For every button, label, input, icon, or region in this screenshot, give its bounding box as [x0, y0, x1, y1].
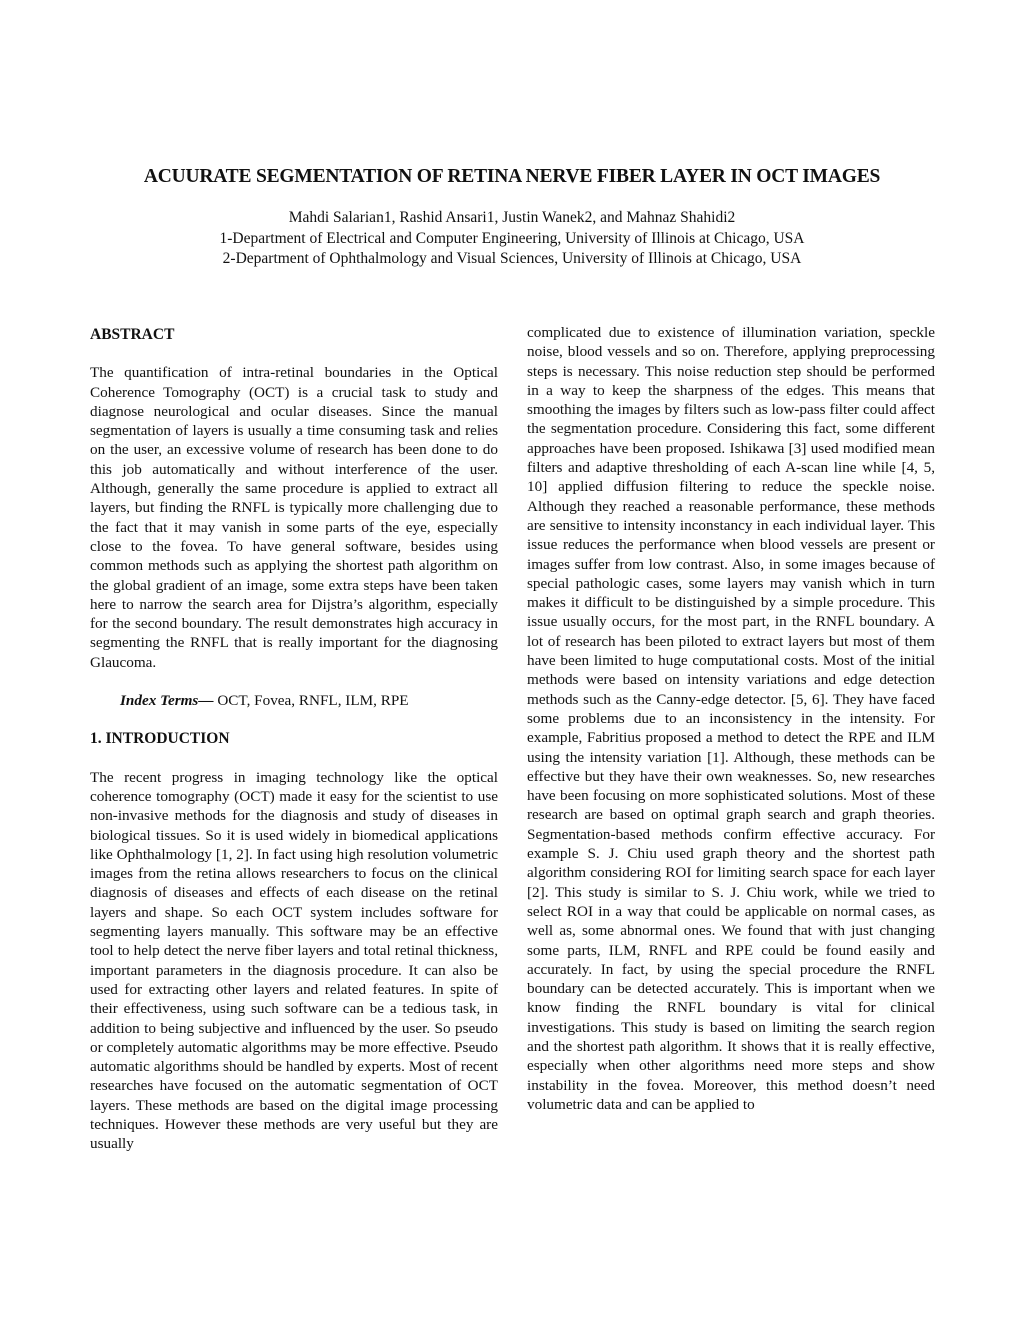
abstract-heading: ABSTRACT — [90, 326, 175, 343]
right-column — [527, 323, 935, 1114]
introduction-text-left: The recent progress in imaging technology like the optical coherence tomography (OCT) made it easy for the scientist to use non-invasive methods for the diagnosis and study of diseases in biological tissues. So it is used widely in biomedical applications like Ophthalmology [1, 2]. In fact using high resolution volumetric images from the retina allows researchers to focus on the clinical diagnosis of diseases and effects of each disease on the retinal layers and shape. So each OCT system includes software for segmenting layers manually. This software may be an effective tool to help detect the nerve fiber layers and total retinal thickness, important parameters in the diagnosis procedure. It can also be used for extracting other layers and related features. In spite of their effectiveness, using such software can be a tedious task, in addition to being subjective and influenced by the user. So pseudo or completely automatic algorithms may be more effective. Pseudo automatic algorithms should be handled by experts. Most of recent researches have focused on the automatic segmentation of OCT layers. These methods are based on the digital image processing techniques. However these methods are very useful but they are usually — [90, 768, 498, 1153]
paper-title: ACUURATE SEGMENTATION OF RETINA NERVE FIBER LAYER IN OCT IMAGES — [143, 166, 881, 187]
introduction-text-right: complicated due to existence of illumination variation, speckle noise, blood vessels and so on. Therefore, applying preprocessing steps is necessary. This noise reduction step should be performed in a way to keep the sharpness of the edges. This means that smoothing the images by filters such as low-pass filter could affect the segmentation procedure. Considering this fact, some different approaches have been proposed. Ishikawa [3] used modified mean filters and adaptive thresholding of each A-scan line while [4, 5, 10] applied diffusion filtering to reduce the speckle noise. Although they reached a reasonable performance, these methods are sensitive to intensity inconstancy in each individual layer. This issue reduces the performance when blood vessels are present or images suffer from low contrast. Also, in some images because of special pathologic cases, some layers may vanish which in turn makes it difficult to be distinguished by a simple procedure. This issue usually occurs, for the most part, in the RNFL boundary. A lot of research has been piloted to extract layers but most of them have been limited to huge computational costs. Most of the initial methods were based on intensity variations and edge detection methods such as the Canny-edge detector. [5, 6]. They have faced some problems due to an inconsistency in the intensity. For example, Fabritius proposed a method to detect the RPE and ILM using the intensity variation [1]. Although, these methods can be effective but they have their own weaknesses. So, new researches have been focusing on more sophisticated solutions. Most of these research are based on optimal graph search and graph theories. Segmentation-based methods confirm effective accuracy. For example S. J. Chiu used graph theory and the shortest path algorithm considering ROI for limiting search space for each layer [2]. This study is similar to S. J. Chiu work, while we tried to select ROI in a way that could be applicable on normal cases, as well as, some abnormal ones. We found that with just changing some parts, ILM, RNFL and RPE could be found easily and accurately. In fact, by using the special procedure the RNFL boundary can be detected accurately. This is important when we know finding the RNFL boundary is vital for clinical investigations. This study is based on limiting the search region and the shortest path algorithm. It shows that it is really effective, especially when other algorithms need more steps and show instability in the fovea. Moreover, this method doesn’t need volumetric data and can be applied to — [527, 324, 935, 1113]
affiliation-2: 2-Department of Ophthalmology and Visual Sciences, University of Illinois at Chicago, USA — [222, 250, 802, 267]
index-terms-label: Index Terms— — [120, 692, 214, 710]
left-column — [90, 323, 498, 1154]
introduction-heading: 1. INTRODUCTION — [90, 730, 230, 748]
abstract-text: The quantification of intra-retinal boundaries in the Optical Coherence Tomography (OCT) is a crucial task to study and diagnose neurological and ocular diseases. Since the manual segmentation of layers is usually a time consuming task and relies on the user, an excessive volume of research has been done to do this job automatically and without interference of the user. Although, generally the same procedure is applied to extract all layers, but finding the RNFL is typically more challenging due to the fact that it may vanish in some parts of the eye, especially close to the fovea. To have general software, besides using common methods such as applying the shortest path algorithm on the global gradient of an image, some extra steps have been taken here to narrow the search area for Dijstra’s algorithm, especially for the second boundary. The result demonstrates high accuracy in segmenting the RNFL that is really important for the diagnosing Glaucoma. — [90, 364, 498, 671]
index-terms-list: OCT, Fovea, RNFL, ILM, RPE — [213, 692, 409, 710]
author-block — [60, 208, 964, 270]
author-names: Mahdi Salarian1, Rashid Ansari1, Justin Wanek2, and Mahnaz Shahidi2 — [288, 209, 736, 226]
index-terms — [90, 691, 498, 710]
affiliation-1: 1-Department of Electrical and Computer Engineering, University of Illinois at Chicago, USA — [219, 229, 805, 247]
